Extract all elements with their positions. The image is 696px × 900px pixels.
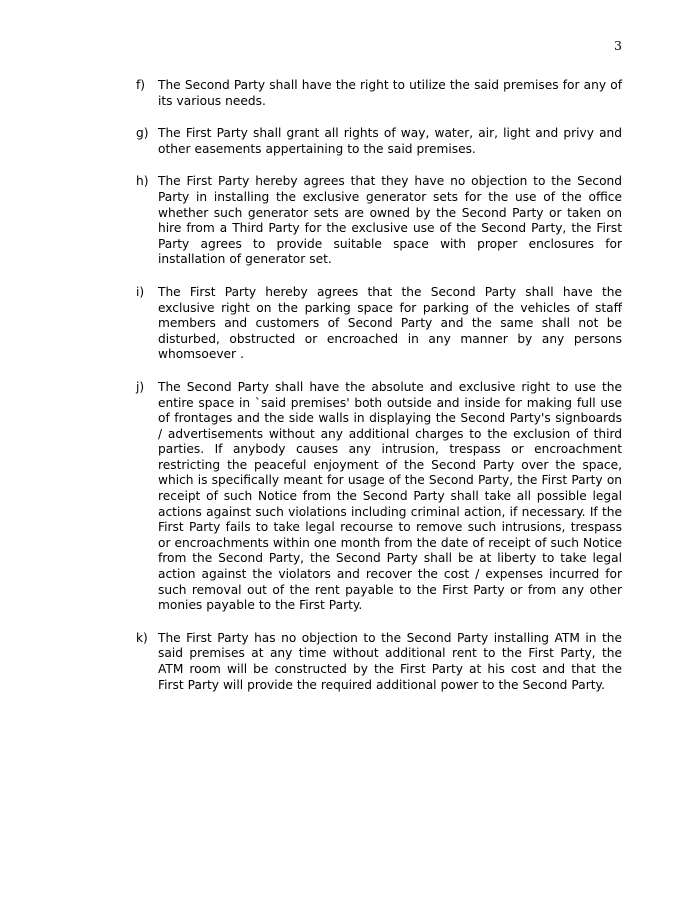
clause-marker: j) <box>136 379 145 394</box>
clause-marker: f) <box>136 78 146 92</box>
clause-marker: g) <box>136 126 149 141</box>
clause-item-f <box>136 78 622 109</box>
clause-item-k <box>136 631 622 693</box>
clause-item-i <box>136 285 622 363</box>
clause-text: The Second Party shall have the right to utilize the said premises for any of its various needs. <box>158 78 622 108</box>
clause-list <box>136 78 622 693</box>
clause-item-g <box>136 126 622 157</box>
clause-text: The First Party hereby agrees that the Second Party shall have the exclusive right on the parking space for parking of the vehicles of staff members and customers of Second Party and the same shall not be disturbed, obstructed or encroached in any manner by any persons whomsoever . <box>158 284 622 362</box>
clause-marker: i) <box>136 284 145 299</box>
clause-text: The First Party hereby agrees that they have no objection to the Second Party in installing the exclusive generator sets for the use of the office whether such generator sets are owned by the Second Party or taken on hire from a Third Party for the exclusive use of the Second Party, the First Party agrees to provide suitable space with proper enclosures for installation of generator set. <box>158 174 622 267</box>
clause-text: The First Party has no objection to the Second Party installing ATM in the said premises at any time without additional rent to the First Party, the ATM room will be constructed by the First Party at his cost and that the First Party will provide the required additional power to the Second Party. <box>158 630 622 692</box>
clause-text: The First Party shall grant all rights of way, water, air, light and privy and other easements appertaining to the said premises. <box>158 126 622 156</box>
page-number: 3 <box>614 38 622 53</box>
clause-marker: h) <box>136 174 149 189</box>
clause-item-j <box>136 380 622 614</box>
clause-marker: k) <box>136 630 148 645</box>
clause-item-h <box>136 174 622 268</box>
clause-text: The Second Party shall have the absolute and exclusive right to use the entire space in `said premises' both outside and inside for making full use of frontages and the side walls in displaying the Second Party's signboards / advertisements without any additional charges to the exclusion of third parties. If anybody causes any intrusion, trespass or encroachment restricting the peaceful enjoyment of the Second Party over the space, which is specifically meant for usage of the Second Party, the First Party on receipt of such Notice from the Second Party shall take all possible legal actions against such violations including criminal action, if necessary. If the First Party fails to take legal recourse to remove such intrusions, trespass or encroachments within one month from the date of receipt of such Notice from the Second Party, the Second Party shall be at liberty to take legal action against the violators and recover the cost / expenses incurred for such removal out of the rent payable to the First Party or from any other monies payable to the First Party. <box>158 379 622 613</box>
